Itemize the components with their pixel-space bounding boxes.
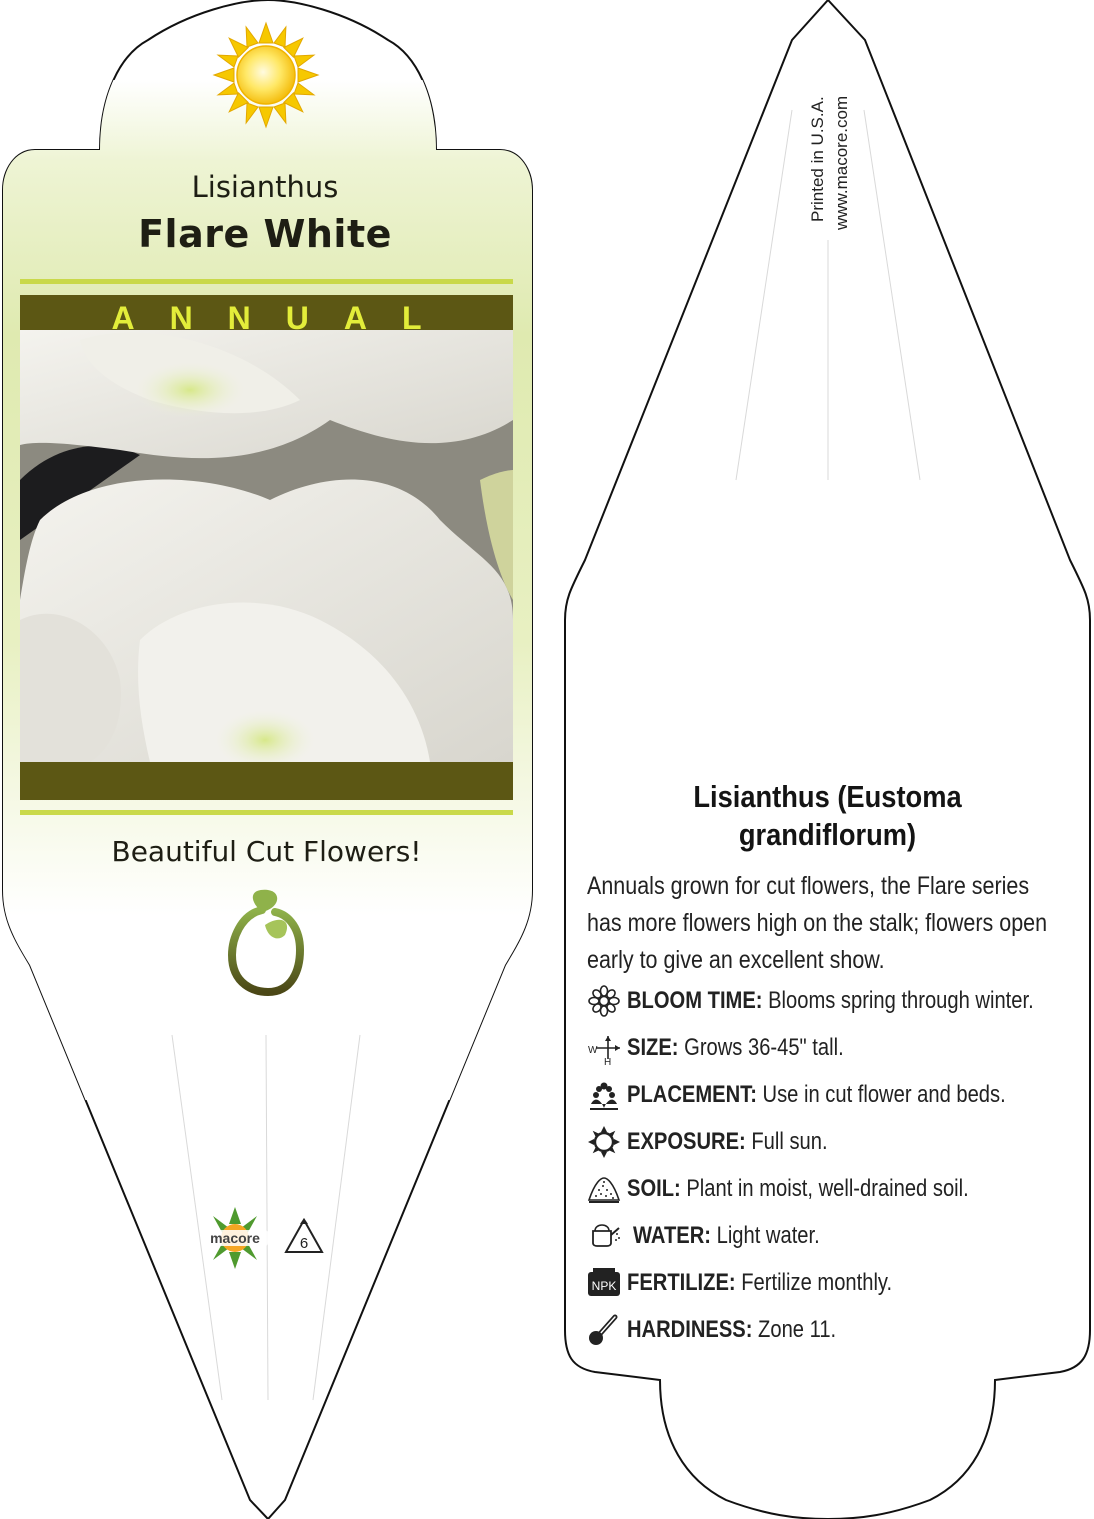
plant-variety-name: Flare White	[138, 212, 392, 256]
front-rule-top	[20, 279, 513, 284]
watering-can-icon	[587, 1219, 621, 1253]
care-label: BLOOM TIME:	[627, 987, 763, 1014]
care-row-placement	[587, 1077, 1078, 1113]
care-row-soil	[587, 1171, 1034, 1207]
exposure-sun-icon	[587, 1125, 621, 1159]
size-icon-h: H	[604, 1057, 612, 1065]
plant-tagline: Beautiful Cut Flowers!	[111, 835, 422, 868]
back-title: Lisianthus (Eustoma grandiflorum)	[693, 779, 962, 852]
plant-description: Annuals grown for cut flowers, the Flare series has more flowers high on the stalk; flowers open early to give an excellent show.	[587, 872, 1048, 974]
care-row-fertilize	[587, 1265, 943, 1301]
front-bottom-band	[20, 762, 513, 800]
npk-icon-text: NPK	[591, 1279, 617, 1293]
size-icon-w: W	[588, 1045, 598, 1056]
soil-icon	[587, 1172, 621, 1206]
care-label: SOIL:	[627, 1175, 681, 1202]
placement-icon	[587, 1078, 621, 1112]
thermometer-icon	[587, 1313, 621, 1347]
care-value: Zone 11.	[758, 1316, 837, 1343]
care-value: Plant in moist, well-drained soil.	[686, 1175, 969, 1202]
bloom-icon	[587, 984, 621, 1018]
size-icon	[587, 1031, 621, 1065]
recycle-number: 6	[299, 1235, 309, 1252]
care-label: FERTILIZE:	[627, 1269, 736, 1296]
plant-common-name: Lisianthus	[191, 170, 339, 204]
printed-in-label: Printed in U.S.A.	[808, 96, 827, 222]
website-label: www.macore.com	[832, 95, 851, 230]
sun-icon	[214, 23, 318, 127]
care-label: PLACEMENT:	[627, 1081, 757, 1108]
care-row-size	[587, 1030, 885, 1066]
care-row-water	[587, 1218, 855, 1254]
care-label: HARDINESS:	[627, 1316, 753, 1343]
care-label: WATER:	[633, 1222, 712, 1249]
care-value: Blooms spring through winter.	[768, 987, 1034, 1014]
care-value: Full sun.	[751, 1128, 828, 1155]
flower-photo	[20, 330, 513, 770]
care-label: SIZE:	[627, 1034, 679, 1061]
care-row-exposure	[587, 1124, 866, 1160]
care-value: Light water.	[716, 1222, 820, 1249]
front-rule-bottom	[20, 810, 513, 815]
care-value: Use in cut flower and beds.	[762, 1081, 1006, 1108]
care-value: Fertilize monthly.	[741, 1269, 893, 1296]
plant-category-label: ANNUAL	[111, 300, 457, 336]
care-value: Grows 36-45" tall.	[684, 1034, 844, 1061]
care-label: EXPOSURE:	[627, 1128, 746, 1155]
macore-logo-text: macore	[210, 1230, 260, 1246]
npk-icon	[587, 1266, 621, 1300]
care-row-hardiness	[587, 1312, 876, 1348]
care-row-bloom-time	[587, 983, 1094, 1019]
